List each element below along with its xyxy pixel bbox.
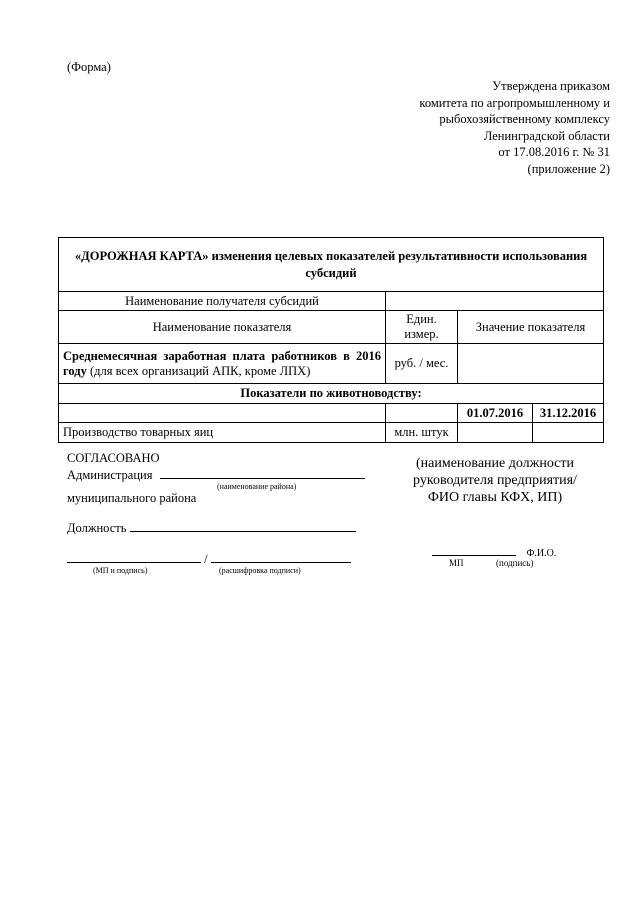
mp-label: МП — [449, 558, 464, 568]
section-livestock: Показатели по животноводству: — [59, 384, 604, 404]
date-cell: 01.07.2016 — [458, 404, 533, 423]
indicator-name-bold: Среднемесячная заработная плата работников в 2016 году — [63, 348, 381, 378]
indicator-name-note: (для всех организаций АПК, кроме ЛПХ) — [86, 363, 311, 378]
value-cell — [458, 423, 533, 443]
district-name-hint: (наименование района) — [217, 482, 297, 491]
administration-line — [67, 466, 365, 483]
agreed-heading: СОГЛАСОВАНО — [67, 451, 160, 465]
header-row — [59, 311, 604, 344]
approval-line: (приложение 2) — [527, 161, 610, 176]
table-row — [59, 423, 604, 443]
approval-line: Ленинградской области — [483, 128, 610, 143]
empty-cell — [386, 404, 458, 423]
indicator-name: Производство товарных яиц — [59, 423, 386, 443]
section-row — [59, 384, 604, 404]
recipient-label: Наименование получателя субсидий — [59, 292, 386, 311]
signature-underline — [67, 550, 201, 563]
fio-label: Ф.И.О. — [526, 548, 557, 559]
table-title: «ДОРОЖНАЯ КАРТА» изменения целевых показателей результативности использования субсидий — [59, 238, 604, 292]
position-line — [67, 519, 356, 536]
district-name-line — [160, 466, 365, 479]
agreement-block — [67, 451, 365, 506]
signature-decoding-hint: (расшифровка подписи) — [219, 566, 301, 575]
signature-hint: (подпись) — [496, 558, 534, 568]
col-unit-header: Един. измер. — [386, 311, 458, 344]
recipient-value — [386, 292, 604, 311]
approval-line: Утверждена приказом — [492, 79, 610, 93]
roadmap-table — [58, 237, 604, 443]
approval-line: от 17.08.2016 г. № 31 — [498, 145, 610, 159]
approval-block — [419, 78, 610, 177]
table-row — [59, 344, 604, 384]
fio-underline — [432, 546, 516, 556]
col-indicator-header: Наименование показателя — [59, 311, 386, 344]
municipal-district-label: муниципального района — [67, 491, 197, 505]
indicator-value — [458, 344, 604, 384]
form-label: (Форма) — [67, 60, 111, 74]
table-title-row — [59, 238, 604, 292]
empty-cell — [59, 404, 386, 423]
approval-line: рыбохозяйственному комплексу — [439, 112, 610, 126]
signature-line — [67, 550, 351, 567]
position-title-hint: (наименование должности руководителя предприятия/ ФИО главы КФХ, ИП) — [413, 456, 577, 505]
date-cell: 31.12.2016 — [533, 404, 604, 423]
indicator-name — [59, 344, 386, 384]
decoding-underline — [211, 550, 351, 563]
approval-line: комитета по агропромышленному и — [419, 95, 610, 110]
value-cell — [533, 423, 604, 443]
mp-signature-hint: (МП и подпись) — [93, 566, 148, 575]
col-value-header: Значение показателя — [458, 311, 604, 344]
dates-row — [59, 404, 604, 423]
position-underline — [130, 519, 356, 532]
indicator-unit: млн. штук — [386, 423, 458, 443]
position-label: Должность — [67, 521, 127, 535]
indicator-unit: руб. / мес. — [386, 344, 458, 384]
slash: / — [204, 552, 208, 566]
recipient-row — [59, 292, 604, 311]
administration-label: Администрация — [67, 468, 153, 482]
